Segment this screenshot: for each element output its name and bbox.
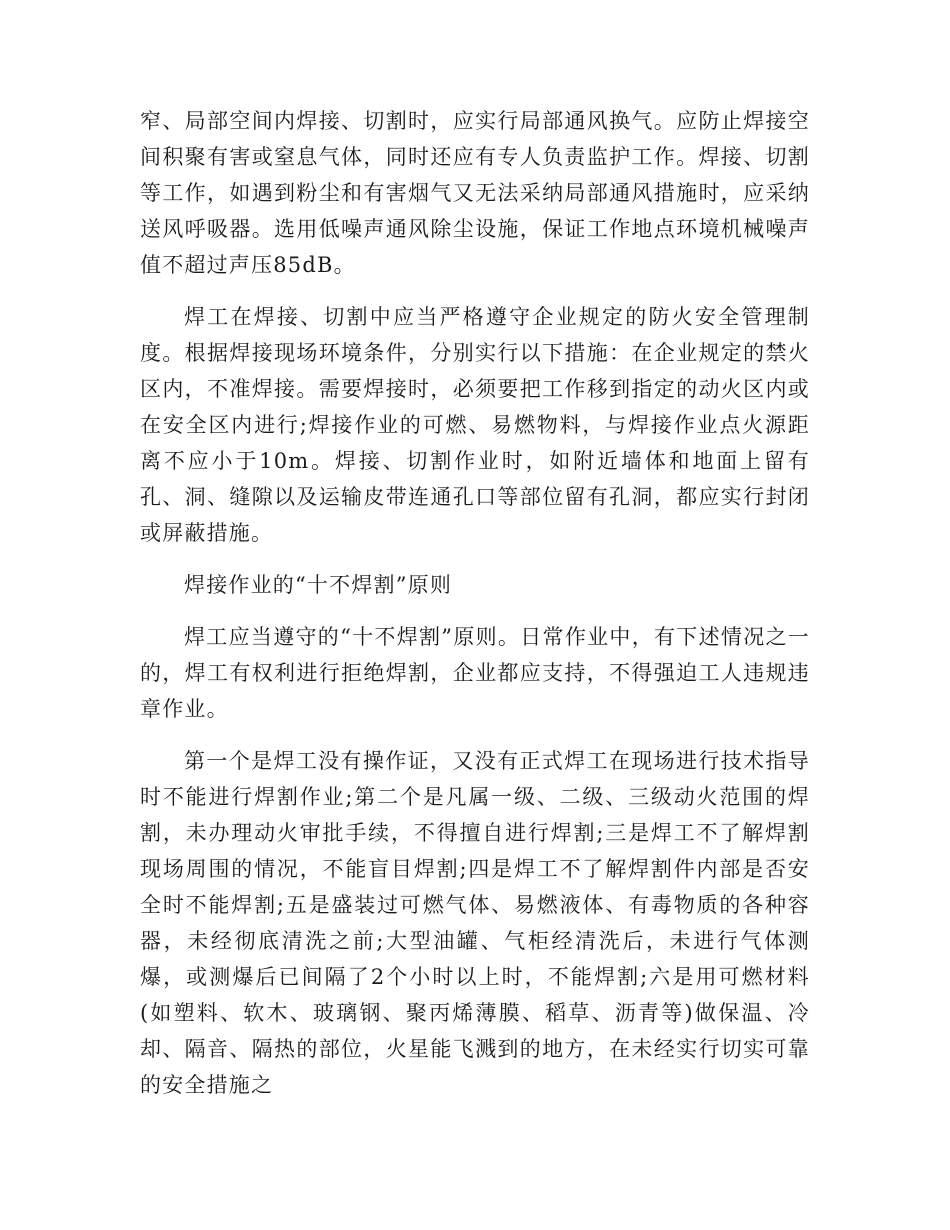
paragraph-fire-safety: 焊工在焊接、切割中应当严格遵守企业规定的防火安全管理制度。根据焊接现场环境条件，分别实行以下措施：在企业规定的禁火区内，不准焊接。需要焊接时，必须要把工作移到指定的动火区内或在安全区内进行;焊接作业的可燃、易燃物料，与焊接作业点火源距离不应小于10m。焊接、切割作业时，如附近墙体和地面上留有孔、洞、缝隙以及运输皮带连通孔口等部位留有孔洞，都应实行封闭或屏蔽措施。	[140, 305, 810, 545]
paragraph-ventilation: 窄、局部空间内焊接、切割时，应实行局部通风换气。应防止焊接空间积聚有害或窒息气体，同时还应有专人负责监护工作。焊接、切割等工作，如遇到粉尘和有害烟气又无法采纳局部通风措施时，应采纳送风呼吸器。选用低噪声通风除尘设施，保证工作地点环境机械噪声值不超过声压85dB。	[140, 109, 810, 277]
paragraph-ten-rules-intro: 焊工应当遵守的“十不焊割”原则。日常作业中，有下述情况之一的，焊工有权利进行拒绝焊割，企业都应支持，不得强迫工人违规违章作业。	[140, 625, 810, 721]
document-body	[140, 103, 810, 1119]
paragraph-ten-rules-list: 第一个是焊工没有操作证，又没有正式焊工在现场进行技术指导时不能进行焊割作业;第二个是凡属一级、二级、三级动火范围的焊割，未办理动火审批手续，不得擅自进行焊割;三是焊工不了解焊割现场周围的情况，不能盲目焊割;四是焊工不了解焊割件内部是否安全时不能焊割;五是盛装过可燃气体、易燃液体、有毒物质的各种容器，未经彻底清洗之前;大型油罐、气柜经清洗后，未进行气体测爆，或测爆后已间隔了2个小时以上时，不能焊割;六是用可燃材料(如塑料、软木、玻璃钢、聚丙烯薄膜、稻草、沥青等)做保温、冷却、隔音、隔热的部位，火星能飞溅到的地方，在未经实行切实可靠的安全措施之	[140, 749, 810, 1097]
section-heading: 焊接作业的“十不焊割”原则	[184, 573, 453, 597]
